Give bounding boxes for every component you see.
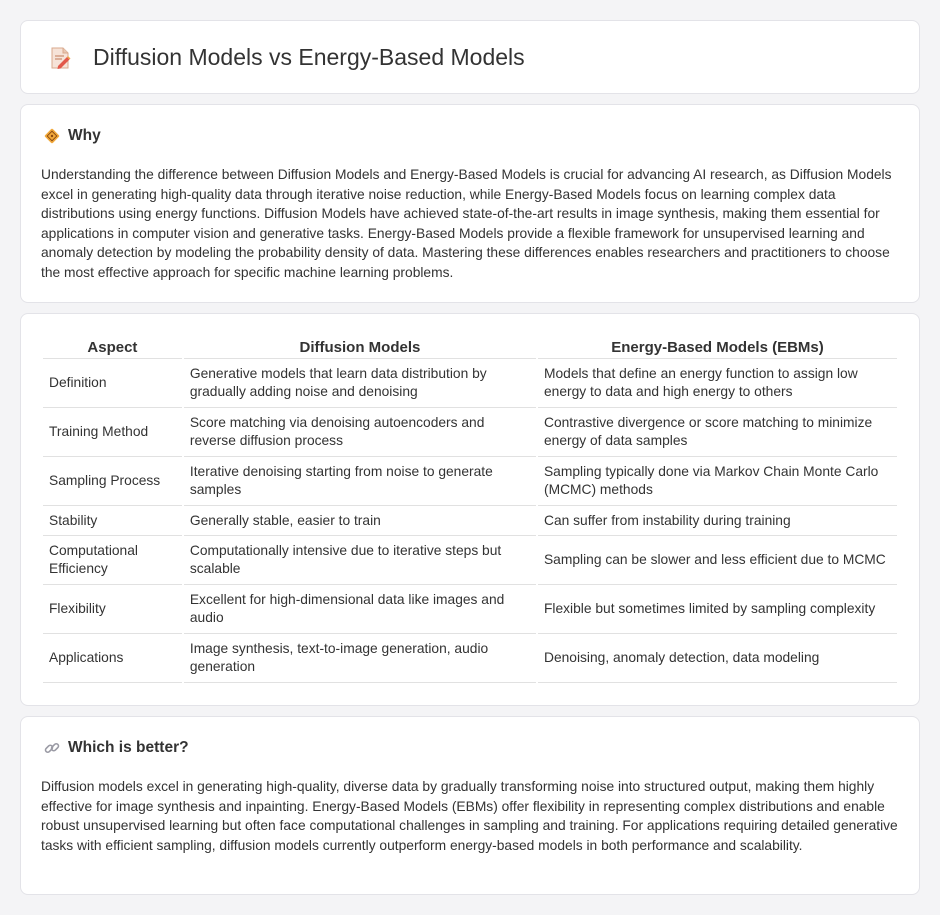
diffusion-cell: Generative models that learn data distribution by gradually adding noise and denoising [184,359,536,408]
diffusion-cell: Image synthesis, text-to-image generation, audio generation [184,634,536,683]
header-aspect: Aspect [43,334,182,359]
ebm-cell: Sampling can be slower and less efficient due to MCMC [538,536,897,585]
why-text: Understanding the difference between Diffusion Models and Energy-Based Models is crucial for advancing AI research, as Diffusion Models excel in generating high-quality data through iterative noise reduction, while Energy-Based Models focus on learning complex data distributions using energy functions. Diffusion Models have achieved state-of-the-art results in image synthesis, making them essential for applications in computer vision and generative tasks. Energy-Based Models provide a flexible framework for unsupervised learning and anomaly detection by modeling the probability density of data. Mastering these differences enables researchers and practitioners to choose the most effective approach for specific machine learning problems. [41,167,892,280]
diffusion-cell: Generally stable, easier to train [184,506,536,536]
table-row [43,506,897,536]
link-icon [43,739,61,757]
aspect-cell: Applications [43,634,182,683]
ebm-cell: Denoising, anomaly detection, data modeling [538,634,897,683]
which-is-better-section [20,716,920,895]
table-row [43,359,897,408]
table-row [43,457,897,506]
header-diffusion: Diffusion Models [184,334,536,359]
diamond-sign-icon [43,127,61,145]
diffusion-cell: Computationally intensive due to iterative steps but scalable [184,536,536,585]
header-card [20,20,920,94]
page-title: Diffusion Models vs Energy-Based Models [93,44,525,70]
document-pencil-icon [47,45,73,71]
why-section [20,104,920,303]
aspect-cell: Sampling Process [43,457,182,506]
diffusion-cell: Score matching via denoising autoencoders and reverse diffusion process [184,408,536,457]
header-ebm: Energy-Based Models (EBMs) [538,334,897,359]
diffusion-cell: Iterative denoising starting from noise to generate samples [184,457,536,506]
better-heading: Which is better? [68,739,189,756]
aspect-cell: Definition [43,359,182,408]
aspect-cell: Stability [43,506,182,536]
ebm-cell: Sampling typically done via Markov Chain Monte Carlo (MCMC) methods [538,457,897,506]
diffusion-cell: Excellent for high-dimensional data like images and audio [184,585,536,634]
better-text: Diffusion models excel in generating high-quality, diverse data by gradually transforming noise into structured output, making them highly effective for image synthesis and inpainting. Energy-Based Models (EBMs) offer flexibility in representing complex distributions and enable robust unsupervised learning but often face computational challenges in sampling and training. For applications requiring detailed generative tasks with efficient sampling, diffusion models currently outperform energy-based models in both performance and scalability. [41,779,898,853]
ebm-cell: Flexible but sometimes limited by sampling complexity [538,585,897,634]
aspect-cell: Training Method [43,408,182,457]
aspect-cell: Flexibility [43,585,182,634]
table-row [43,634,897,683]
aspect-cell: Computational Efficiency [43,536,182,585]
ebm-cell: Models that define an energy function to assign low energy to data and high energy to others [538,359,897,408]
ebm-cell: Can suffer from instability during training [538,506,897,536]
table-row [43,536,897,585]
why-heading: Why [68,127,101,144]
table-row [43,408,897,457]
comparison-table-card [20,313,920,706]
table-row [43,585,897,634]
ebm-cell: Contrastive divergence or score matching to minimize energy of data samples [538,408,897,457]
comparison-table [41,334,899,683]
